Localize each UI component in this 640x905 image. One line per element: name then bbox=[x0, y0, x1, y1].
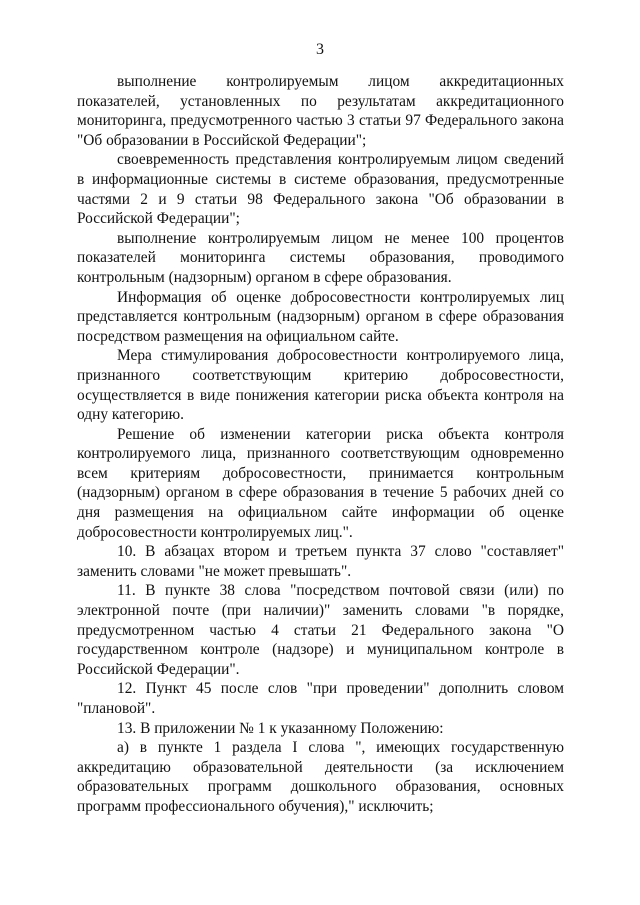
paragraph-item-13: 13. В приложении № 1 к указанному Положению: bbox=[117, 719, 444, 737]
paragraph-criterion-info-systems: своевременность представления контролируемым лицом сведений в информационные системы в системе образования, предусмотренные частями 2 и 9 статьи 98 Федерального закона "Об образовании в Российской Федерации"; bbox=[77, 151, 564, 228]
paragraph-criterion-accreditation: выполнение контролируемым лицом аккредитационных показателей, установленных по результатам аккредитационного мониторинга, предусмотренного частью 3 статьи 97 Федерального закона "Об образовании в Российской Федерации"; bbox=[77, 73, 564, 149]
paragraph-item-11: 11. В пункте 38 слова "посредством почтовой связи (или) по электронной почте (при наличии)" заменить словами "в порядке, предусмотренном частью 4 статьи 21 Федерального закона "О государственном контроле (надзоре) и муниципальном контроле в Российской Федерации". bbox=[77, 582, 564, 678]
paragraph-incentive-measure: Мера стимулирования добросовестности контролируемого лица, признанного соответствующим критерию добросовестности, осуществляется в виде понижения категории риска объекта контроля на одну категорию. bbox=[77, 347, 564, 424]
paragraph-assessment-info: Информация об оценке добросовестности контролируемых лиц представляется контрольным (надзорным) органом в сфере образования посредством размещения на официальном сайте. bbox=[77, 288, 564, 345]
paragraph-item-12: 12. Пункт 45 после слов "при проведении" дополнить словом "плановой". bbox=[77, 680, 564, 717]
page-number: 3 bbox=[316, 41, 324, 58]
paragraph-criterion-monitoring: выполнение контролируемым лицом не менее 100 процентов показателей мониторинга системы образования, проводимого контрольным (надзорным) органом в сфере образования. bbox=[77, 229, 564, 286]
paragraph-item-13a: а) в пункте 1 раздела I слова ", имеющих государственную аккредитацию образовательной деятельности (за исключением образовательных программ дошкольного образования, основных программ профессионального обучения)," исключить; bbox=[77, 739, 564, 815]
paragraph-risk-category-decision: Решение об изменении категории риска объекта контроля контролируемого лица, признанного соответствующим одновременно всем критериям добросовестности, принимается контрольным (надзорным) органом в сфере образования в течение 5 рабочих дней со дня размещения на официальном сайте информации об оценке добросовестности контролируемых лиц.". bbox=[77, 425, 564, 541]
document-body bbox=[77, 72, 564, 817]
paragraph-item-10: 10. В абзацах втором и третьем пункта 37 слово "составляет" заменить словами "не может превышать". bbox=[77, 543, 564, 580]
